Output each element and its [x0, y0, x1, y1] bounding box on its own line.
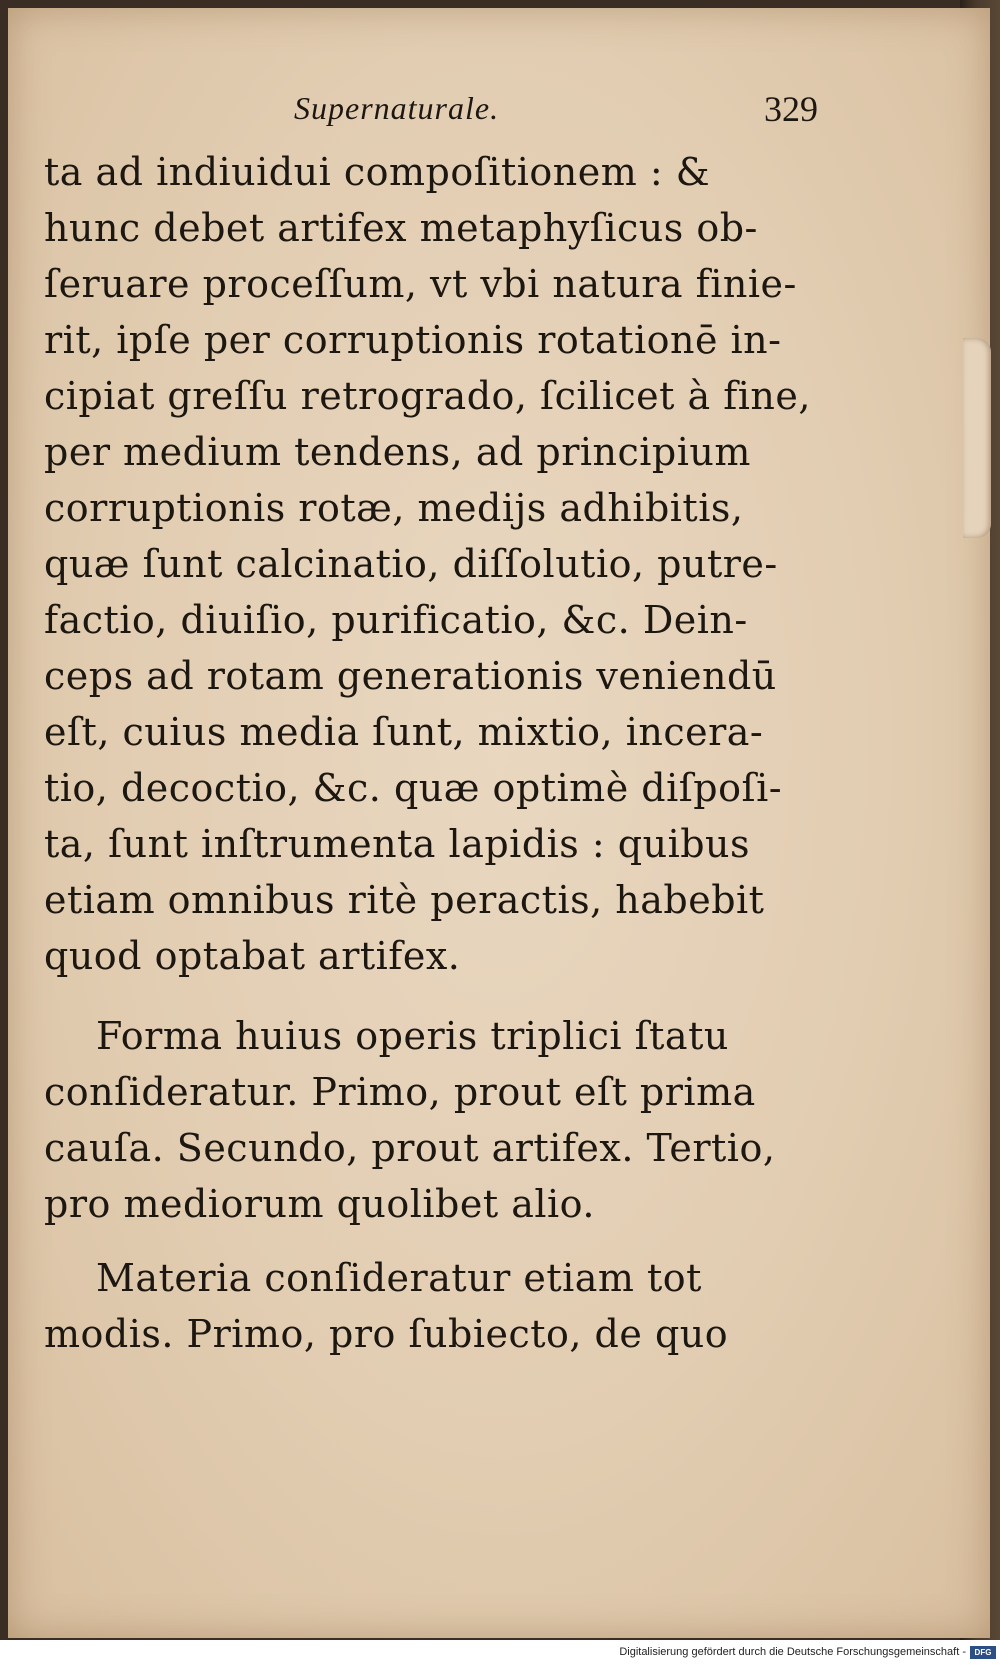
- text-line: conſideratur. Primo, prout eſt prima: [44, 1070, 756, 1114]
- text-line: Materia conſideratur etiam tot: [96, 1256, 702, 1300]
- text-line: quæ ſunt calcinatio, diſſolutio, putre-: [44, 542, 778, 586]
- text-line: cauſa. Secundo, prout artifex. Tertio,: [44, 1126, 776, 1170]
- text-line: Forma huius operis triplici ſtatu: [96, 1014, 729, 1058]
- text-line: per medium tendens, ad principium: [44, 430, 751, 474]
- text-line: factio, diuiſio, purificatio, &c. Dein-: [44, 598, 748, 642]
- text-line: rit, ipſe per corruptionis rotationē in-: [44, 318, 782, 362]
- book-page: [8, 8, 990, 1638]
- page-number: 329: [764, 89, 818, 129]
- text-line: ta, ſunt inſtrumenta lapidis : quibus: [44, 822, 751, 866]
- dfg-logo: DFG: [970, 1646, 996, 1659]
- text-line: ceps ad rotam generationis veniendū: [44, 654, 777, 698]
- text-line: modis. Primo, pro ſubiecto, de quo: [44, 1312, 729, 1356]
- digitization-footer: [0, 1640, 1000, 1666]
- paragraph-2: [44, 1008, 844, 1232]
- text-line: cipiat greſſu retrogrado, ſcilicet à fine,: [44, 374, 811, 418]
- digitization-credit: Digitalisierung gefördert durch die Deutsche Forschungsgemeinschaft -: [619, 1646, 966, 1658]
- paragraph-3: [44, 1250, 844, 1362]
- text-line: tio, decoctio, &c. quæ optimè diſpoſi-: [44, 766, 783, 810]
- text-line: eſt, cuius media ſunt, mixtio, incera-: [44, 710, 764, 754]
- text-line: pro mediorum quolibet alio.: [44, 1182, 595, 1226]
- text-line: etiam omnibus ritè peractis, habebit: [44, 878, 765, 922]
- running-head: [44, 88, 844, 138]
- text-line: quod optabat artifex.: [44, 934, 461, 978]
- text-line: corruptionis rotæ, medijs adhibitis,: [44, 486, 744, 530]
- running-title: Supernaturale.: [294, 90, 500, 126]
- paragraph-1: [44, 144, 844, 984]
- text-line: ſeruare proceſſum, vt vbi natura finie-: [44, 262, 797, 306]
- text-line: hunc debet artifex metaphyſicus ob-: [44, 206, 758, 250]
- text-line: ta ad indiuidui compoſitionem : &: [44, 150, 711, 194]
- page-edge-fold: [963, 338, 991, 538]
